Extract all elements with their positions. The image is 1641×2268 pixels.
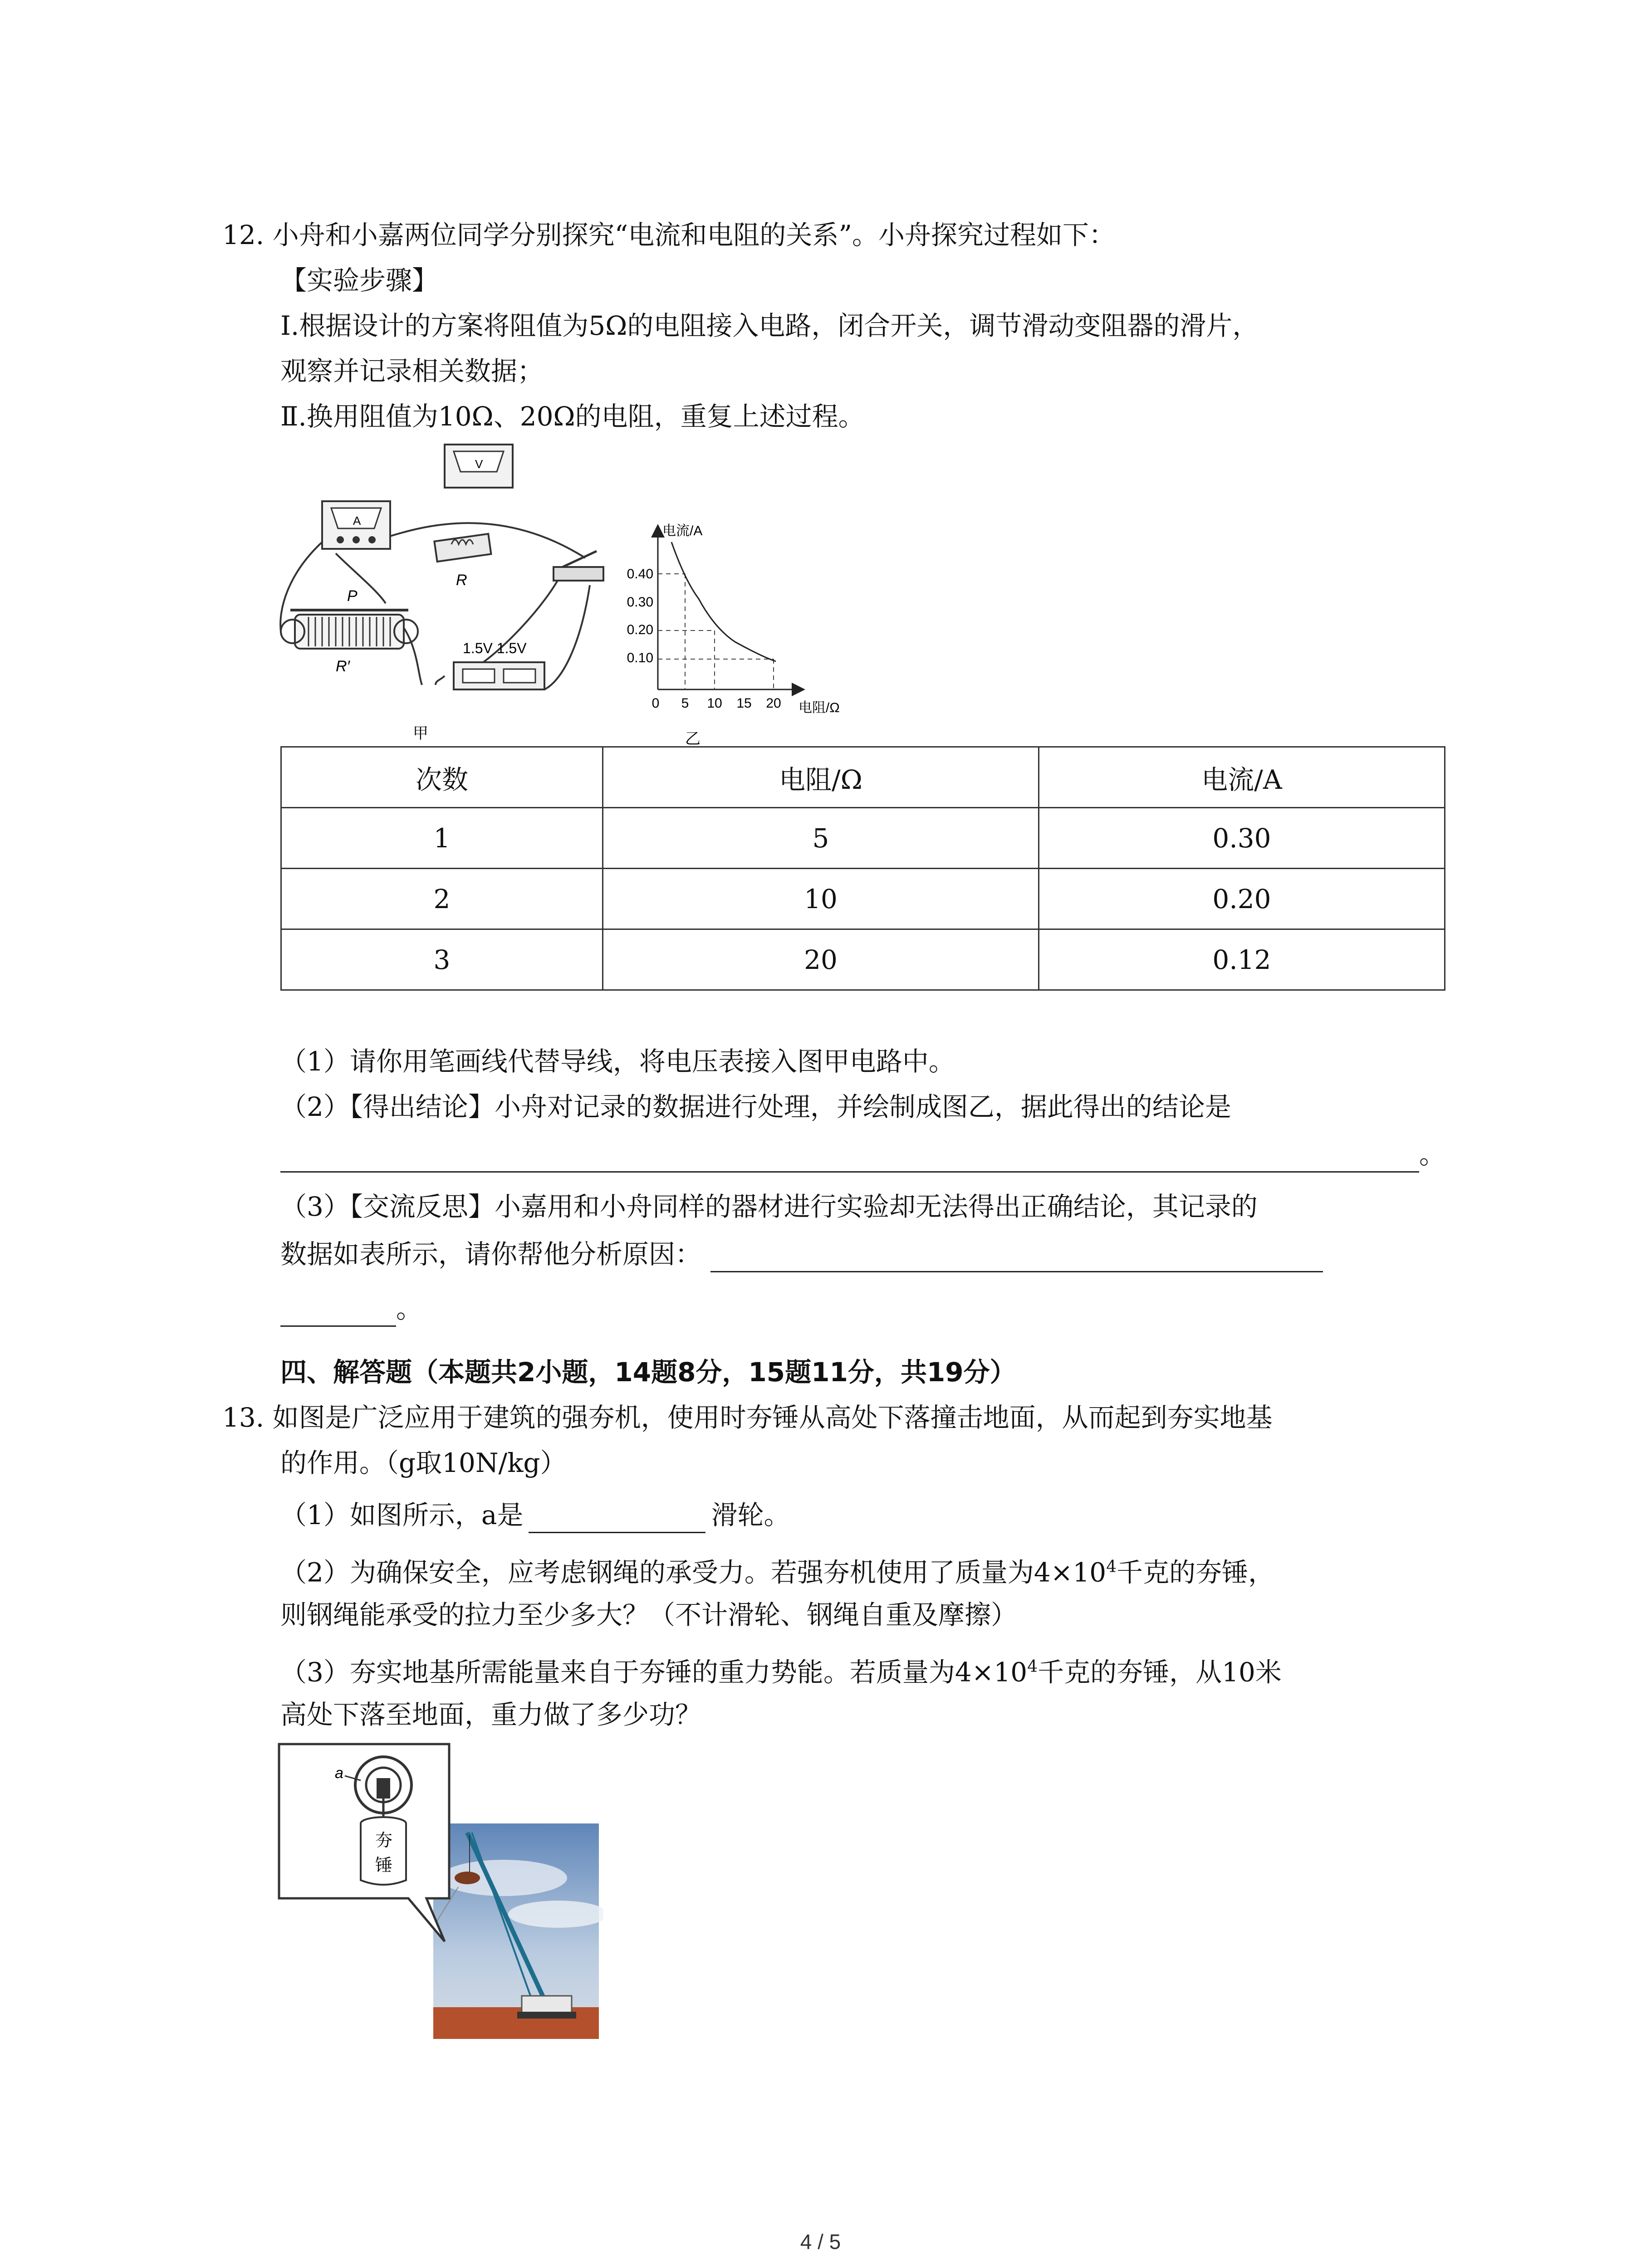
graph-curve (671, 542, 776, 661)
pulley-label: a (335, 1765, 343, 1782)
table-cell: 0.12 (1039, 929, 1445, 990)
figure-jia-label: 甲 (413, 725, 428, 742)
y-tick-0.20: 0.20 (627, 622, 653, 637)
q13-part3-line2: 高处下落至地面，重力做了多少功？ (280, 1699, 702, 1730)
ammeter-icon (322, 501, 390, 549)
crane-photo (433, 1823, 603, 2039)
resistor-icon (434, 534, 491, 589)
x-tick-10: 10 (707, 696, 722, 711)
x-tick-15: 15 (736, 696, 752, 711)
q12-part2: （2）【得出结论】小舟对记录的数据进行处理，并绘制成图乙，据此得出的结论是 (280, 1091, 1231, 1122)
table-header-row (281, 747, 1445, 808)
table-header: 次数 (281, 747, 603, 808)
table-row (281, 869, 1445, 929)
voltmeter-icon (445, 445, 513, 488)
table-row (281, 808, 1445, 869)
battery-icon (454, 640, 544, 689)
table-header: 电阻/Ω (603, 747, 1039, 808)
x-tick-0: 0 (652, 696, 660, 711)
circuit-diagram (272, 435, 626, 744)
y-tick-0.40: 0.40 (627, 567, 653, 582)
page-number: 4 / 5 (800, 2230, 841, 2253)
table-cell: 5 (603, 808, 1039, 869)
table-cell: 1 (281, 808, 603, 869)
table-cell: 0.20 (1039, 869, 1445, 929)
table-cell: 20 (603, 929, 1039, 990)
q12-part3-line2: 数据如表所示，请你帮他分析原因： (280, 1236, 1323, 1272)
x-tick-20: 20 (766, 696, 781, 711)
x-tick-5: 5 (681, 696, 689, 711)
svg-text:R: R (456, 572, 467, 589)
table-header: 电流/A (1039, 747, 1445, 808)
pulley-callout (279, 1744, 449, 1941)
q13-stem-line1: 13. 如图是广泛应用于建筑的强夯机，使用时夯锤从高处下落撞击地面，从而起到夯实地基 (222, 1402, 1273, 1433)
q12-part3-line1: （3）【交流反思】小嘉用和小舟同样的器材进行实验却无法得出正确结论，其记录的 (280, 1191, 1258, 1222)
answer-blank[interactable] (710, 1244, 1323, 1272)
svg-text:锤: 锤 (375, 1856, 393, 1875)
q12-step1-line2: 观察并记录相关数据； (280, 356, 544, 386)
answer-blank[interactable] (280, 1298, 396, 1327)
q12-part3-line3: 。 (280, 1290, 422, 1327)
current-resistance-graph (617, 517, 871, 748)
q13-stem-line2: 的作用。（g取10N/kg） (280, 1447, 567, 1478)
q12-part1: （1）请你用笔画线代替导线，将电压表接入图甲电路中。 (280, 1046, 955, 1077)
q13-part1: （1）如图所示，a是 滑轮。 (280, 1497, 790, 1533)
hammer-icon (361, 1817, 406, 1885)
figure-yi-label: 乙 (685, 730, 700, 748)
data-table (280, 746, 1445, 991)
q12-part2-answer-line: 。 (280, 1136, 1445, 1173)
svg-text:A: A (353, 514, 361, 528)
q12-step1-line1: Ⅰ.根据设计的方案将阻值为5Ω的电阻接入电路，闭合开关，调节滑动变阻器的滑片， (280, 310, 1259, 341)
rheostat-icon (281, 587, 418, 675)
q12-stem: 12. 小舟和小嘉两位同学分别探究“电流和电阻的关系”。小舟探究过程如下： (222, 220, 1115, 250)
answer-blank[interactable] (529, 1505, 705, 1533)
y-tick-0.10: 0.10 (627, 650, 653, 665)
graph-ylabel: 电流/A (662, 523, 703, 538)
svg-text:R′: R′ (336, 658, 350, 675)
svg-text:P: P (347, 587, 358, 605)
table-cell: 0.30 (1039, 808, 1445, 869)
svg-text:V: V (475, 457, 483, 471)
svg-text:1.5V 1.5V: 1.5V 1.5V (463, 640, 527, 656)
q13-part3-line1: （3）夯实地基所需能量来自于夯锤的重力势能。若质量为$4\times 10^4$千克的夯锤，从10米 (280, 1657, 1282, 1688)
table-cell: 3 (281, 929, 603, 990)
tamping-machine-figure (277, 1742, 603, 2041)
table-cell: 10 (603, 869, 1039, 929)
q13-part2-line1: （2）为确保安全，应考虑钢绳的承受力。若强夯机使用了质量为$4\times 10^4$千克的夯锤， (280, 1557, 1275, 1588)
section-4-title: 四、解答题（本题共2小题，14题8分，15题11分，共19分） (280, 1357, 1016, 1388)
answer-blank[interactable] (280, 1144, 1419, 1173)
q12-step2: Ⅱ.换用阻值为10Ω、20Ω的电阻，重复上述过程。 (280, 401, 865, 432)
graph-xlabel: 电阻/Ω (798, 700, 840, 715)
y-tick-0.30: 0.30 (627, 595, 653, 610)
table-row (281, 929, 1445, 990)
q12-steps-heading: 【实验步骤】 (280, 265, 439, 296)
svg-text:夯: 夯 (375, 1831, 393, 1850)
q13-part2-line2: 则钢绳能承受的拉力至少多大？（不计滑轮、钢绳自重及摩擦） (280, 1599, 1018, 1630)
table-cell: 2 (281, 869, 603, 929)
switch-icon (554, 551, 603, 581)
